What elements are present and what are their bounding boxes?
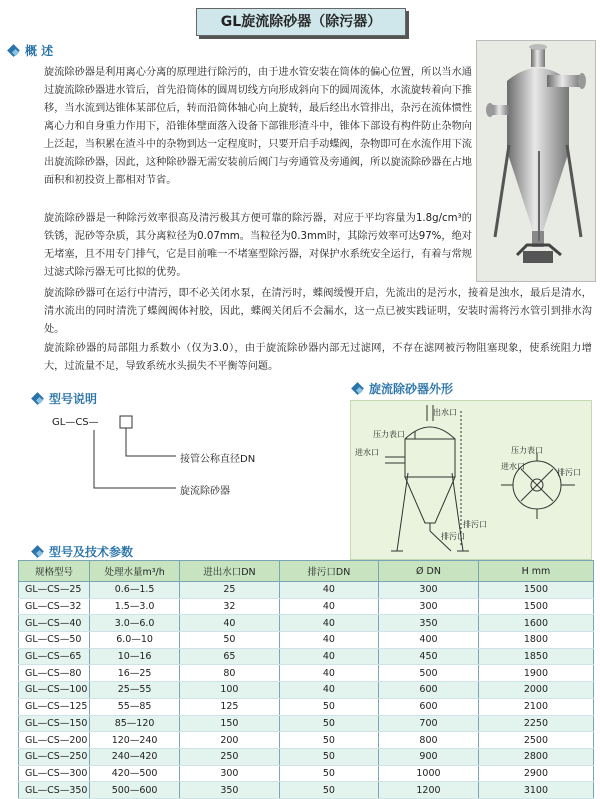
table-cell: 50	[279, 698, 378, 715]
table-cell: 50	[279, 782, 378, 799]
table-cell: 500	[379, 665, 479, 682]
table-cell: 1000	[379, 765, 479, 782]
product-photo	[476, 40, 596, 282]
col-height: H mm	[478, 561, 593, 582]
table-cell: 50	[180, 632, 280, 649]
table-cell: 16—25	[90, 665, 180, 682]
table-cell: 450	[379, 648, 479, 665]
table-cell: 600	[379, 682, 479, 699]
table-row	[19, 748, 594, 765]
outline-diagram	[350, 400, 592, 560]
diag-inlet: 进水口	[355, 448, 379, 457]
table-cell: 3100	[478, 782, 593, 799]
table-cell: 1500	[478, 598, 593, 615]
page-title: GL旋流除砂器（除污器）	[196, 8, 406, 36]
table-cell: 40	[279, 598, 378, 615]
table-row	[19, 632, 594, 649]
model-heading	[32, 390, 97, 407]
table-cell: 400	[379, 632, 479, 649]
col-drain-dn: 排污口DN	[279, 561, 378, 582]
table-row	[19, 598, 594, 615]
table-cell: 40	[279, 665, 378, 682]
table-cell: 1900	[478, 665, 593, 682]
specs-header-row	[19, 561, 594, 582]
table-cell: 500—600	[90, 782, 180, 799]
overview-paragraph-3: 旋流除砂器可在运行中清污，即不必关闭水泵，在清污时，蝶阀缓慢开启，先流出的是污水，接着是浊水，最后是清水，清水流出的同时清洗了蝶阀阀体衬胶，因此，蝶阀关闭后不会漏水，这一点已被实践证明，安装时需将污水管引到排水沟处。	[44, 288, 592, 335]
table-cell: 2500	[478, 732, 593, 749]
table-cell: GL—CS—250	[19, 748, 90, 765]
table-cell: 350	[379, 615, 479, 632]
table-cell: 200	[180, 732, 280, 749]
model-heading-text: 型号说明	[49, 392, 98, 406]
table-cell: GL—CS—350	[19, 782, 90, 799]
table-cell: 1500	[478, 582, 593, 599]
table-cell: 300	[379, 598, 479, 615]
table-cell: 65	[180, 648, 280, 665]
outline-drawing	[351, 401, 591, 559]
label-dn: 接管公称直径DN	[180, 454, 256, 465]
dn-leader-line	[126, 428, 176, 456]
specs-heading-text: 型号及技术参数	[49, 545, 134, 559]
table-cell: GL—CS—125	[19, 698, 90, 715]
table-cell: GL—CS—65	[19, 648, 90, 665]
table-cell: 55—85	[90, 698, 180, 715]
table-cell: 40	[279, 682, 378, 699]
table-cell: 350	[180, 782, 280, 799]
table-cell: 2800	[478, 748, 593, 765]
diagram-heading-text: 旋流除砂器外形	[369, 382, 454, 396]
table-cell: 2100	[478, 698, 593, 715]
diamond-bullet-icon	[8, 45, 20, 57]
diag-outlet: 出水口	[433, 408, 457, 417]
table-row	[19, 715, 594, 732]
table-cell: 0.6—1.5	[90, 582, 180, 599]
table-cell: 50	[279, 732, 378, 749]
table-cell: 600	[379, 698, 479, 715]
table-cell: 40	[279, 582, 378, 599]
table-cell: 25—55	[90, 682, 180, 699]
dn-box	[120, 416, 132, 428]
table-row	[19, 615, 594, 632]
table-cell: 85—120	[90, 715, 180, 732]
table-cell: GL—CS—32	[19, 598, 90, 615]
model-code: GL—CS—	[52, 417, 99, 428]
table-cell: GL—CS—200	[19, 732, 90, 749]
col-diameter: Ø DN	[379, 561, 479, 582]
name-leader-line	[94, 430, 176, 488]
label-name: 旋流除砂器	[180, 486, 230, 497]
table-cell: GL—CS—100	[19, 682, 90, 699]
col-inout-dn: 进出水口DN	[180, 561, 280, 582]
diamond-bullet-icon	[352, 383, 364, 395]
table-cell: 1200	[379, 782, 479, 799]
table-cell: 40	[279, 648, 378, 665]
specs-heading	[32, 543, 133, 560]
overview-paragraph-4: 旋流除砂器的局部阻力系数小（仅为3.0），由于旋流除砂器内部无过滤网，不存在滤网被污物阻塞现象，使系统阻力增大，过流量不足，导致系统水头损失不平衡等问题。	[44, 343, 592, 372]
table-cell: 10—16	[90, 648, 180, 665]
table-cell: 1850	[478, 648, 593, 665]
table-cell: 80	[180, 665, 280, 682]
table-cell: 900	[379, 748, 479, 765]
col-model: 规格型号	[19, 561, 90, 582]
table-cell: 300	[180, 765, 280, 782]
diag-right-drain: 排污口	[557, 468, 581, 477]
table-cell: 6.0—10	[90, 632, 180, 649]
table-cell: 1800	[478, 632, 593, 649]
table-row	[19, 682, 594, 699]
specs-body	[19, 582, 594, 799]
table-cell: 1600	[478, 615, 593, 632]
table-cell: GL—CS—150	[19, 715, 90, 732]
table-row	[19, 765, 594, 782]
diamond-bullet-icon	[32, 546, 44, 558]
table-cell: 250	[180, 748, 280, 765]
table-cell: 3.0—6.0	[90, 615, 180, 632]
overview-paragraph-2: 旋流除砂器是一种除污效率很高及清污极其方便可靠的除污器，对应于平均容量为1.8g/cm³的铁锈，泥砂等杂质，其分离粒径为0.07mm。当粒径为0.3mm时，其除污效率可达97%，绝对无堵塞，且不用专门排气，它是目前唯一不堵塞型除污器，对保护水系统安全运行，有着与常规过滤式除污器无可比拟的优势。	[44, 213, 472, 278]
table-cell: 125	[180, 698, 280, 715]
table-cell: GL—CS—80	[19, 665, 90, 682]
table-cell: 32	[180, 598, 280, 615]
table-cell: GL—CS—50	[19, 632, 90, 649]
table-cell: 40	[279, 615, 378, 632]
diag-drain: 排污口	[463, 520, 487, 529]
table-cell: 120—240	[90, 732, 180, 749]
table-cell: 420—500	[90, 765, 180, 782]
table-cell: 50	[279, 748, 378, 765]
table-cell: 2000	[478, 682, 593, 699]
diag-right-inlet: 进水口	[501, 462, 525, 471]
table-cell: 700	[379, 715, 479, 732]
table-cell: 240—420	[90, 748, 180, 765]
separator-photo-drawing	[477, 41, 595, 281]
table-row	[19, 665, 594, 682]
table-cell: 1.5—3.0	[90, 598, 180, 615]
table-cell: GL—CS—25	[19, 582, 90, 599]
table-cell: 800	[379, 732, 479, 749]
table-cell: 50	[279, 765, 378, 782]
diag-gauge: 压力表口	[373, 430, 405, 439]
overview-heading	[8, 42, 53, 59]
diag-right-gauge: 压力表口	[511, 446, 543, 455]
table-cell: GL—CS—300	[19, 765, 90, 782]
table-cell: 40	[279, 632, 378, 649]
table-cell: GL—CS—40	[19, 615, 90, 632]
table-cell: 2900	[478, 765, 593, 782]
diagram-heading	[352, 380, 453, 397]
table-cell: 100	[180, 682, 280, 699]
table-cell: 25	[180, 582, 280, 599]
table-cell: 2250	[478, 715, 593, 732]
table-cell: 150	[180, 715, 280, 732]
overview-paragraph-1: 旋流除砂器是利用离心分离的原理进行除污的，由于进水管安装在筒体的偏心位置，所以当水通过旋流除砂器进水管后，首先沿筒体的圆周切线方向形成斜向下的圆周流体，水流旋转着向下推移，当水流到达锥体某部位后，转而沿筒体轴心向上旋转，最后经出水管排出，杂污在流体惯性离心力和自身重力作用下，沿锥体壁面落入设备下部锥形渣斗中，锥体下部设有构件防止杂物向上泛起，当积累在渣斗中的杂物到达一定程度时，只要开启手动蝶阀，杂物即可在水流作用下流出旋流除砂器，因此，这种除砂器无需安装前后阀门与旁通管及旁通阀，所以旋流除砂器在占地面积和初投资上都相对节省。	[44, 67, 472, 186]
table-cell: 300	[379, 582, 479, 599]
table-row	[19, 648, 594, 665]
diamond-bullet-icon	[32, 393, 44, 405]
table-cell: 40	[180, 615, 280, 632]
diag-drain-vent: 排污口	[441, 532, 465, 541]
table-cell: 50	[279, 715, 378, 732]
table-row	[19, 582, 594, 599]
overview-heading-text: 概 述	[25, 44, 54, 58]
table-row	[19, 698, 594, 715]
col-flow: 处理水量m³/h	[90, 561, 180, 582]
specs-table	[18, 560, 594, 799]
table-row	[19, 732, 594, 749]
